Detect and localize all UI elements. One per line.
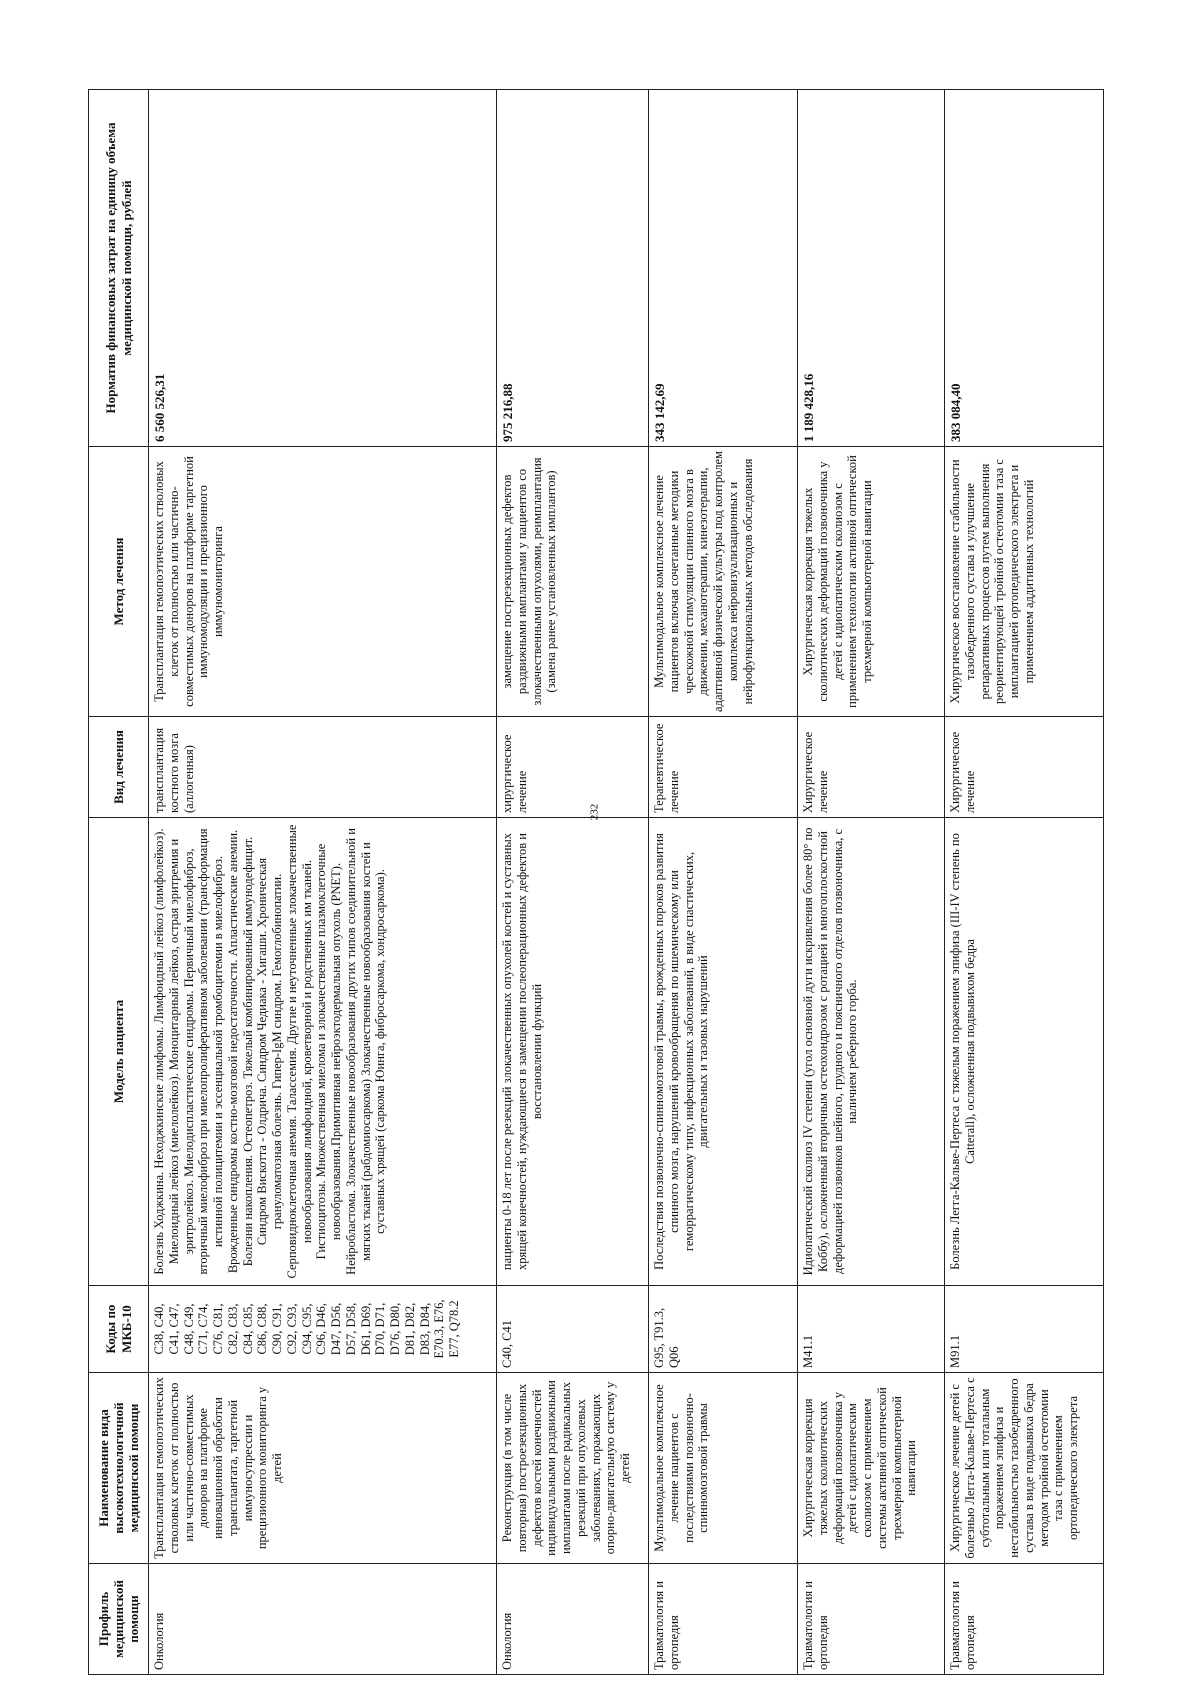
cell-method: Мультимодальное комплексное лечение пациентов включая сочетанные методики чрескожной стимуляции спинного мозга в движении, механотерапии, кинезотерапии, адаптивной физической культуры под контролем комплекса нейровизуализационных и нейрофункциональных методов обследования	[649, 447, 798, 717]
cell-norm: 6 560 526,31	[149, 90, 497, 447]
cell-codes: C40, C41	[497, 1286, 649, 1373]
header-name: Наименование вида высокотехнологичной медицинской помощи	[89, 1373, 149, 1564]
cell-model: Болезнь Ходжкина. Неходжкинские лимфомы. Лимфоидный лейкоз (лимфолейкоз). Миелоидный лейкоз (миелолейкоз). Моноцитарный лейкоз, острая эритремия и эритролейкоз. Миелодиспластические синдромы. Первичный миелофиброз, вторичный миелофиброз при миелопролиферативном заболевании (трансформация истинной полицитемии и эссенциальной тромбоцитемии в миелофиброз. Врожденные синдромы костно-мозговой недостаточности. Апластические анемии. Болезни накопления. Остеопетроз. Тяжелый комбинированный иммунодефицит. Синдром Вискотта - Олдрича. Синдром Чедиака - Хигаши. Хроническая грануломатозная болезнь. Гипер-IgM синдром. Гемоглобинопатии. Серповидноклеточная анемия. Талассемия. Другие и неуточненные злокачественные новообразования лимфоидной, кроветворной и родственных им тканей. Гистиоцитозы. Множественная миелома и злокачественные плазмоклеточные новообразования.Примитивная нейроэктодермальная опухоль (PNET). Нейробластома. Злокачественные новообразования других типов соединительной и мягких тканей (рабдомиосаркома) Злокачественные новообразования костей и суставных хрящей (саркома Юинга, фибросаркома, хондросаркома).	[149, 818, 497, 1286]
cell-type: хирургическое лечение	[497, 717, 649, 818]
table-row	[497, 90, 649, 1675]
cell-profile: Онкология	[149, 1564, 497, 1675]
header-norm: Норматив финансовых затрат на единицу объема медицинской помощи, рублей	[89, 90, 149, 447]
cell-codes: G95, T91.3, Q06	[649, 1286, 798, 1373]
cell-profile: Травматология и ортопедия	[945, 1564, 1104, 1675]
vmp-table	[88, 89, 1104, 1675]
header-type: Вид лечения	[89, 717, 149, 818]
table-header-row	[89, 90, 149, 1675]
header-profile: Профиль медицинской помощи	[89, 1564, 149, 1675]
header-codes: Коды по МКБ-10	[89, 1286, 149, 1373]
table-row	[649, 90, 798, 1675]
cell-norm: 1 189 428,16	[798, 90, 945, 447]
cell-type: Терапевтическое лечение	[649, 717, 798, 818]
cell-method: Хирургическое восстановление стабильности тазобедренного сустава и улучшение репаративных процессов путем выполнения реориентирующей тройной остеотомии таза с имплантацией ортопедического электрета и применением аддитивных технологий	[945, 447, 1104, 717]
cell-type: трансплантация костного мозга (аллогенная)	[149, 717, 497, 818]
cell-model: Болезнь Легга-Кальве-Пертеса с тяжелым поражением эпифиза (III-IV степень по Catterall), осложненная подвывихом бедра	[945, 818, 1104, 1286]
cell-codes: M91.1	[945, 1286, 1104, 1373]
cell-norm: 975 216,88	[497, 90, 649, 447]
cell-codes: C38, C40, C41, C47, C48, C49, C71, C74, C76, C81, C82, C83, C84, C85, C86, C88, C90, C91, C92, C93, C94, C95, C96, D46, D47, D56, D57, D58, D61, D69, D70, D71, D76, D80, D81, D82, D83, D84, E70.3, E76, E77, Q78.2	[149, 1286, 497, 1373]
header-method: Метод лечения	[89, 447, 149, 717]
cell-profile: Онкология	[497, 1564, 649, 1675]
cell-profile: Травматология и ортопедия	[798, 1564, 945, 1675]
cell-type: Хирургическое лечение	[945, 717, 1104, 818]
cell-norm: 343 142,69	[649, 90, 798, 447]
cell-name: Трансплантация гемопоэтических стволовых клеток от полностью или частично-совместимых доноров на платформе инновационной обработки трансплантата, таргетной иммуносупрессии и прецизионного мониторинга у детей	[149, 1373, 497, 1564]
table-row	[798, 90, 945, 1675]
cell-model: пациенты 0-18 лет после резекций злокачественных опухолей костей и суставных хрящей конечностей, нуждающиеся в замещении послеоперационных дефектов и восстановлении функций	[497, 818, 649, 1286]
cell-method: Хирургическая коррекция тяжелых сколиотических деформаций позвоночника у детей с идиопатическим сколиозом с применением технологии активной оптической трехмерной компьютерной навигации	[798, 447, 945, 717]
cell-model: Идиопатический сколиоз IV степени (угол основной дуги искривления более 80° по Коббу), осложненный вторичным остеохондрозом с ротацией и многоплоскостной деформацией позвонков шейного, грудного и поясничного отделов позвоночника, с наличием реберного горба.	[798, 818, 945, 1286]
cell-type: Хирургическое лечение	[798, 717, 945, 818]
table-row	[149, 90, 497, 1675]
cell-profile: Травматология и ортопедия	[649, 1564, 798, 1675]
cell-method: замещение пострезекционных дефектов раздвижными имплантами у пациентов со злокачественными опухолями, реимплантация (замена ранее установленных имплантов)	[497, 447, 649, 717]
page-number: 232	[588, 803, 601, 821]
cell-name: Хирургическая коррекция тяжелых сколиотических деформаций позвоночника у детей с идиопатическим сколиозом с применением системы активной оптической трехмерной компьютерной навигации	[798, 1373, 945, 1564]
cell-name: Мультимодальное комплексное лечение пациентов с последствиями позвоночно-спинномозговой травмы	[649, 1373, 798, 1564]
cell-model: Последствия позвоночно-спинномозговой травмы, врожденных пороков развития спинного мозга, нарушений кровообращения по ишемическому или геморрагическому типу, инфекционных заболеваний, в виде спастических, двигательных и тазовых нарушений	[649, 818, 798, 1286]
cell-name: Реконструкция (в том числе повторная) построезекционных дефектов костей конечностей индивидуальными раздвижными имплантами после радикальных резекций при опухолевых заболеваниях, поражающих опорно-двигательную систему у детей	[497, 1373, 649, 1564]
header-model: Модель пациента	[89, 818, 149, 1286]
cell-name: Хирургическое лечение детей с болезнью Легга-Кальве-Пертеса с субтотальным или тотальным поражением эпифиза и нестабильностью тазобедренного сустава в виде подвывиха бедра методом тройной остеотомии таза с применением ортопедического электрета	[945, 1373, 1104, 1564]
cell-codes: M41.1	[798, 1286, 945, 1373]
cell-method: Трансплантация гемопоэтических стволовых клеток от полностью или частично-совместимых доноров на платформе таргетной иммуномодуляции и прецизионного иммуномониторинга	[149, 447, 497, 717]
rotated-page	[88, 90, 1103, 1675]
cell-norm: 383 084,40	[945, 90, 1104, 447]
table-row	[945, 90, 1104, 1675]
